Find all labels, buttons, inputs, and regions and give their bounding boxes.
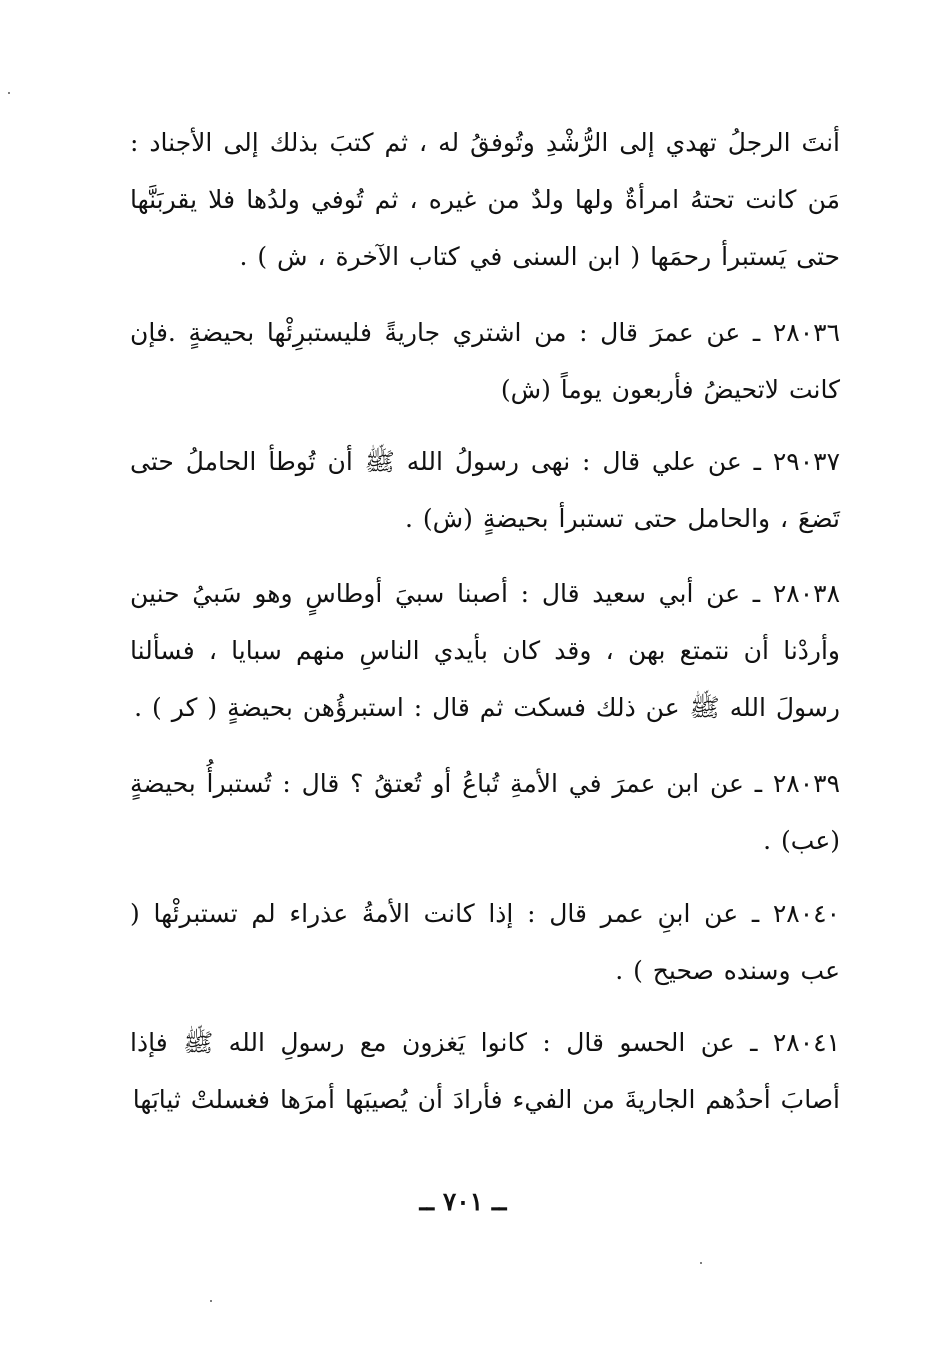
paragraph-text: ٢٨٠٤١ ـ عن الحسو قال : كانوا يَغزون مع رسولِ الله ﷺ فإذا أصابَ أحدُهم الجاريةَ من الفيء فأرادَ أن يُصيبَها أمرَها فغسلتْ ثيابَها xyxy=(130,1028,840,1114)
page-number: ــ ٧٠١ ــ xyxy=(419,1187,507,1216)
scan-speck xyxy=(700,1262,702,1264)
continuation-paragraph xyxy=(130,114,840,285)
hadith-entry-29037 xyxy=(130,433,840,547)
paragraph-text: ٢٨٠٣٨ ـ عن أبي سعيد قال : أصبنا سبيَ أوطاسٍ وهو سَبيُ حنين وأردْنا أن نتمتع بهن ، وقد كان بأيدي الناسِ منهم سبايا ، فسألنا رسولَ الله ﷺ عن ذلك فسكت ثم قال : استبرؤُهن بحيضةٍ ( كر ) . xyxy=(130,579,840,722)
paragraph-text: ٢٨٠٤٠ ـ عن ابنِ عمر قال : إذا كانت الأمةُ عذراء لم تستبرئْها ( عب وسنده صحيح ) . xyxy=(130,899,840,985)
paragraph-text: ٢٩٠٣٧ ـ عن علي قال : نهى رسولُ الله ﷺ أن تُوطأ الحاملُ حتى تَضعَ ، والحامل حتى تستبرأ بحيضةٍ (ش) . xyxy=(130,447,840,533)
hadith-entry-28038 xyxy=(130,565,840,736)
scan-speck xyxy=(8,92,10,94)
paragraph-text: أنتَ الرجلُ تهدي إلى الرُّشْدِ وتُوفقُ له ، ثم كتبَ بذلك إلى الأجناد : مَن كانت تحتهُ امرأةٌ ولها ولدٌ من غيره ، ثم تُوفي ولدُها فلا يقربَنَّها حتى يَستبرأ رحمَها ( ابن السنى في كتاب الآخرة ، ش ) . xyxy=(130,128,840,271)
paragraph-text: ٢٨٠٣٩ ـ عن ابن عمرَ في الأمةِ تُباعُ أو تُعتقُ ؟ قال : تُستبرأُ بحيضةٍ (عب) . xyxy=(130,769,840,855)
hadith-entry-28039 xyxy=(130,755,840,869)
hadith-entry-28040 xyxy=(130,885,840,999)
paragraph-text: ٢٨٠٣٦ ـ عن عمرَ قال : من اشتري جاريةً فليستبرِئْها بحيضةٍ .فإن كانت لاتحيضُ فأربعون يوماً (ش) xyxy=(130,318,840,404)
hadith-entry-28036 xyxy=(130,304,840,418)
hadith-entry-28041 xyxy=(130,1014,840,1128)
scan-speck xyxy=(210,1300,212,1302)
